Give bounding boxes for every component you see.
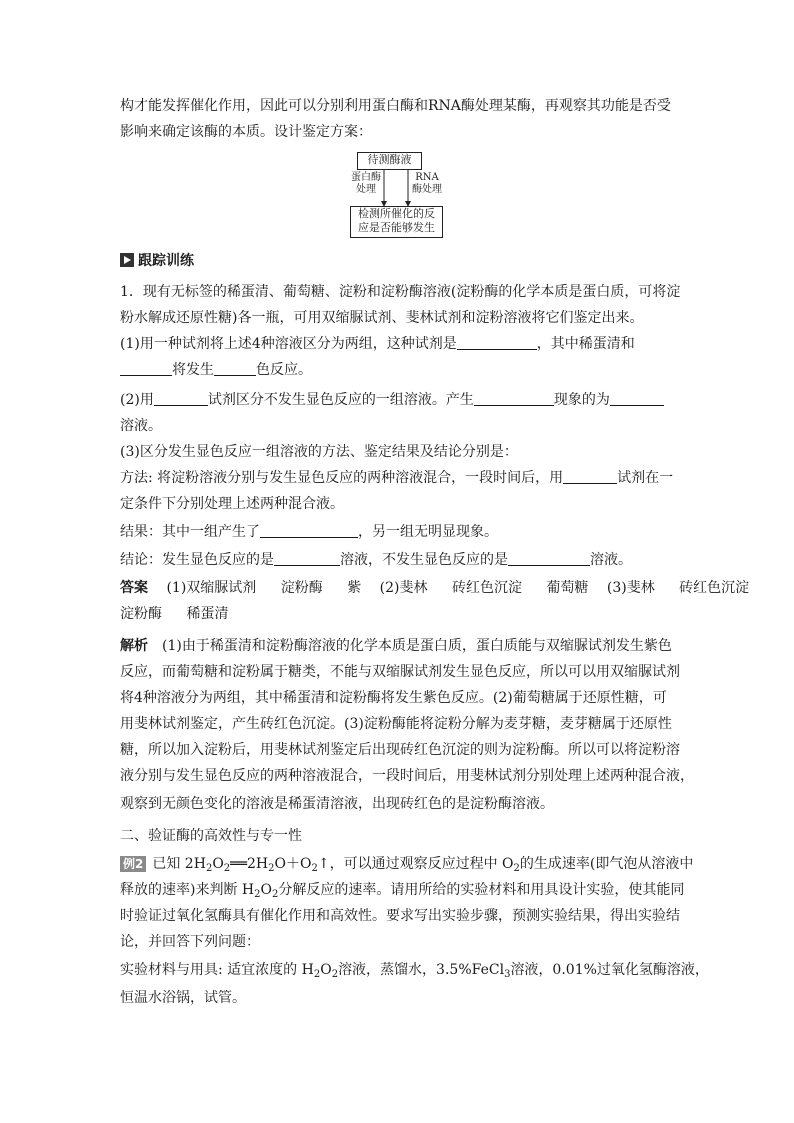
subscript: 2 [271, 889, 279, 900]
example2-line-3: 时验证过氧化氢酶具有催化作用和高效性。要求写出实验步骤，预测实验结果，得出实验结 [120, 908, 680, 924]
subscript: 3 [504, 969, 511, 980]
answer-label: 答案 [120, 580, 148, 596]
answer-blank[interactable] [274, 551, 340, 566]
q1-part1-text-d: 色反应。 [256, 362, 312, 378]
left-label-line-2: 处理 [356, 184, 376, 195]
answer-line-2 [120, 604, 680, 624]
answer-blank[interactable] [154, 391, 208, 406]
example2-text: 的生成速率(即气泡从溶液中 [519, 856, 694, 872]
intro-line-2: 影响来确定该酶的本质。设计鉴定方案： [120, 124, 372, 140]
answer-item: 稀蛋清 [186, 606, 229, 622]
answer-item: 淀粉酶 [280, 580, 323, 596]
q1-result-text-a: 结果：其中一组产生了 [120, 524, 260, 540]
q1-part3: (3)区分发生显色反应一组溶液的方法、鉴定结果及结论分别是： [120, 444, 518, 460]
top-box [357, 152, 422, 170]
q1-conclusion-text-c: 溶液。 [590, 552, 632, 568]
q1-part1-line-2 [120, 360, 680, 380]
example2-materials-line-1 [120, 960, 709, 980]
q1-stem-line-1: 1．现有无标签的稀蛋清、葡萄糖、淀粉和淀粉酶溶液(淀粉酶的化学本质是蛋白质，可将淀 [120, 284, 681, 300]
top-box-text: 待测酶液 [367, 153, 412, 166]
analysis-line-3: 将4种溶液分为两组，其中稀蛋清和淀粉酶将发生紫色反应。(2)葡萄糖属于还原性糖，可 [120, 690, 667, 706]
answer-blank[interactable] [508, 551, 590, 566]
answer-item: (2)斐林 [379, 580, 428, 596]
bottom-box-line-1: 检测所催化的反 [358, 207, 435, 220]
q1-part1-line-1 [120, 334, 680, 354]
answer-item: 砖红色沉淀 [451, 580, 522, 596]
answer-item: 葡萄糖 [546, 580, 589, 596]
example2-text: ══2H [230, 856, 269, 872]
bottom-box [350, 206, 443, 238]
q1-conclusion [120, 550, 680, 570]
example2-text: 已知 2H [152, 856, 206, 872]
example2-text: O [320, 962, 332, 978]
left-label [350, 172, 382, 196]
right-label-line-2: 酶处理 [412, 184, 442, 195]
answer-item: 淀粉酶 [120, 606, 162, 622]
subscript: 2 [313, 969, 321, 980]
q1-method-line-2: 定条件下分别处理上述两种混合液。 [120, 496, 344, 512]
example2-text: O [260, 882, 272, 898]
q1-part2-text-a: (2)用 [120, 392, 154, 408]
right-label [410, 172, 444, 196]
answer-item: (3)斐林 [606, 580, 655, 596]
answer-blank[interactable] [474, 391, 554, 406]
answer-blank[interactable] [457, 335, 537, 350]
analysis-label: 解析 [120, 638, 148, 654]
subscript: 2 [311, 863, 318, 874]
q1-part2-text-b: 试剂区分不发生显色反应的一组溶液。产生 [207, 392, 474, 408]
analysis-line-2: 反应，而葡萄糖和淀粉属于糖类，不能与双缩脲试剂发生显色反应，所以可以用双缩脲试剂 [120, 664, 680, 680]
answer-blank[interactable] [260, 523, 358, 538]
example2-text: 释放的速率)来判断 H [120, 882, 255, 898]
left-label-line-1: 蛋白酶 [351, 172, 381, 183]
q1-result-text-b: ，另一组无明显现象。 [358, 524, 498, 540]
example2-line-1 [120, 854, 694, 874]
example2-line-2 [120, 880, 685, 900]
q1-method-line-1 [120, 468, 680, 488]
q1-method-text-a: 方法: 将淀粉溶液分别与发生显色反应的两种溶液混合，一段时间后，用 [120, 470, 564, 486]
track-heading [120, 250, 194, 270]
example2-text: 溶液，0.01%过氧化氢酶溶液， [510, 962, 709, 978]
q1-conclusion-text-a: 结论：发生显色反应的是 [120, 552, 274, 568]
subscript: 2 [223, 863, 231, 874]
q1-part1-text-c: 将发生 [172, 362, 214, 378]
example2-text: O＋O [274, 856, 312, 872]
answer-blank[interactable] [610, 391, 664, 406]
analysis-line-4: 用斐林试剂鉴定，产生砖红色沉淀。(3)淀粉酶能将淀粉分解为麦芽糖，麦芽糖属于还原性 [120, 716, 672, 732]
example2-text: 溶液，蒸馏水，3.5%FeCl [338, 962, 505, 978]
answer-line-1 [120, 578, 750, 598]
example2-text: O [212, 856, 224, 872]
play-triangle-icon [120, 253, 134, 267]
track-heading-text: 跟踪训练 [138, 253, 194, 269]
answer-item: 砖红色沉淀 [679, 580, 750, 596]
example2-line-4: 论，并回答下列问题： [120, 934, 260, 950]
q1-stem-line-2: 粉水解成还原性糖)各一瓶，可用双缩脲试剂、斐林试剂和淀粉溶液将它们鉴定出来。 [120, 310, 644, 326]
intro-line-1: 构才能发挥催化作用，因此可以分别利用蛋白酶和RNA酶处理某酶，再观察其功能是否受 [120, 98, 671, 114]
analysis-text: (1)由于稀蛋清和淀粉酶溶液的化学本质是蛋白质，蛋白质能与双缩脲试剂发生紫色 [162, 638, 672, 654]
analysis-line-6: 液分别与发生显色反应的两种溶液混合，一段时间后，用斐林试剂分别处理上述两种混合液， [120, 768, 694, 784]
bottom-box-line-2: 应是否能够发生 [358, 221, 435, 234]
q1-method-text-b: 试剂在一 [617, 470, 674, 486]
subscript: 2 [205, 863, 213, 874]
example-badge: 例2 [120, 856, 146, 872]
q1-part1-text-b: ，其中稀蛋清和 [536, 336, 635, 352]
example2-text: 实验材料与用具: 适宜浓度的 H [120, 962, 314, 978]
answer-blank[interactable] [120, 361, 172, 376]
analysis-line-1 [120, 636, 680, 656]
example2-text: ↑，可以通过观察反应过程中 O [317, 856, 514, 872]
section-2-title: 二、验证酶的高效性与专一性 [120, 828, 302, 844]
analysis-line-5: 糖，所以加入淀粉后，用斐林试剂鉴定后出现砖红色沉淀的则为淀粉酶。所以可以将淀粉溶 [120, 742, 680, 758]
subscript: 2 [268, 863, 275, 874]
q1-conclusion-text-b: 溶液，不发生显色反应的是 [340, 552, 508, 568]
analysis-line-7: 观察到无颜色变化的溶液是稀蛋清溶液，出现砖红色的是淀粉酶溶液。 [120, 796, 554, 812]
subscript: 2 [254, 889, 261, 900]
answer-blank[interactable] [563, 469, 617, 484]
answer-item: (1)双缩脲试剂 [166, 580, 257, 596]
answer-item: 紫 [347, 580, 362, 596]
q1-part1-text-a: (1)用一种试剂将上述4种溶液区分为两组，这种试剂是 [120, 336, 457, 352]
example2-text: 分解反应的速率。请用所给的实验材料和用具设计实验，使其能同 [278, 882, 685, 898]
answer-blank[interactable] [214, 361, 256, 376]
q1-part2-line-2: 溶液。 [120, 418, 162, 434]
right-label-line-1: RNA [415, 172, 439, 183]
subscript: 2 [331, 969, 339, 980]
subscript: 2 [513, 863, 520, 874]
q1-part2-line-1 [120, 390, 680, 410]
q1-result [120, 522, 680, 542]
example2-materials-line-2: 恒温水浴锅，试管。 [120, 990, 246, 1006]
q1-part2-text-c: 现象的为 [553, 392, 610, 408]
